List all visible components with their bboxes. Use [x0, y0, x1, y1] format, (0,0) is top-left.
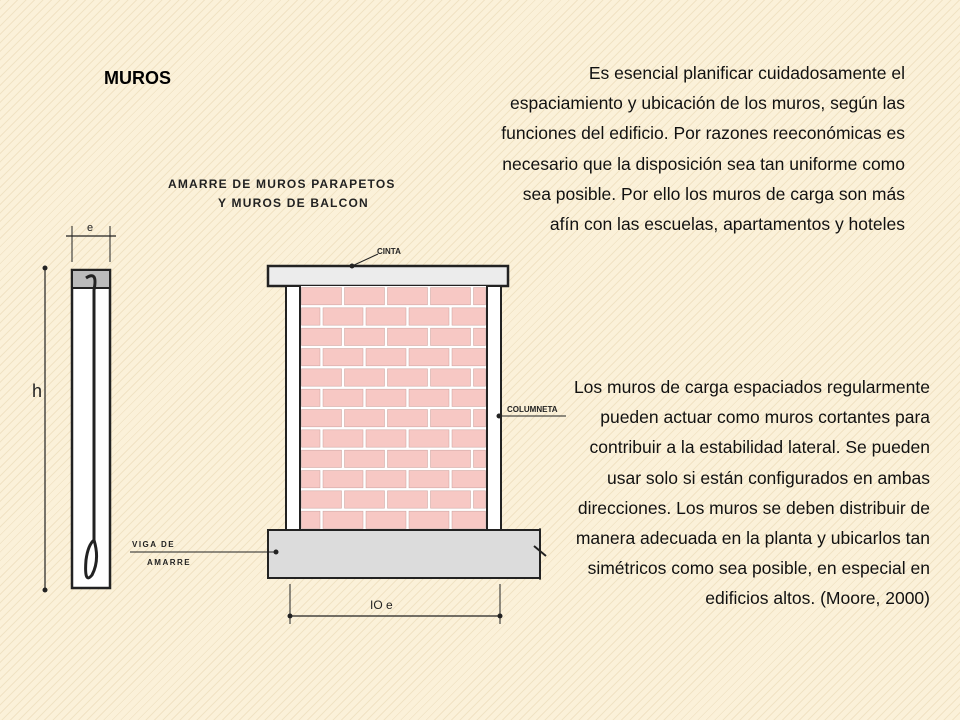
brick — [302, 328, 342, 345]
viga-label-2: AMARRE — [147, 558, 192, 567]
brick — [323, 308, 363, 325]
viga-de-amarre — [268, 530, 540, 578]
brick — [431, 328, 471, 345]
brick — [388, 288, 428, 305]
brick — [409, 349, 449, 366]
10e-dim-end-left — [288, 614, 293, 619]
brick — [452, 471, 486, 488]
h-label: h — [32, 381, 43, 401]
brick — [474, 288, 486, 305]
drawing-heading-line1: AMARRE DE MUROS PARAPETOS — [168, 177, 396, 191]
brick — [409, 389, 449, 406]
drawing-heading-line2: Y MUROS DE BALCON — [218, 196, 369, 210]
brick — [323, 511, 363, 528]
brick — [388, 328, 428, 345]
brick — [302, 389, 321, 406]
brick — [452, 389, 486, 406]
brick — [366, 349, 406, 366]
brick — [345, 288, 385, 305]
brick — [345, 328, 385, 345]
brick — [388, 491, 428, 508]
brick — [345, 369, 385, 386]
brick — [452, 511, 486, 528]
brick — [409, 471, 449, 488]
brick — [302, 471, 321, 488]
brick — [431, 410, 471, 427]
h-dim-end-top — [43, 266, 48, 271]
brick — [302, 369, 342, 386]
brick — [366, 511, 406, 528]
brick — [323, 389, 363, 406]
brick — [302, 349, 321, 366]
brick — [474, 369, 486, 386]
viga-label-1: VIGA DE — [132, 540, 176, 549]
section-outline — [72, 270, 110, 588]
brick — [452, 349, 486, 366]
brick — [366, 389, 406, 406]
e-label: e — [87, 222, 94, 234]
brick — [366, 471, 406, 488]
brick — [323, 471, 363, 488]
section-cap-fill — [73, 271, 109, 287]
brick — [474, 450, 486, 467]
brick — [452, 308, 486, 325]
brick — [452, 430, 486, 447]
brick — [409, 308, 449, 325]
brick — [345, 410, 385, 427]
cinta-label: CINTA — [377, 247, 401, 256]
cinta-leader — [352, 254, 378, 266]
10e-dim-end-right — [498, 614, 503, 619]
brick — [302, 410, 342, 427]
columneta-label: COLUMNETA — [507, 405, 558, 414]
brick — [409, 511, 449, 528]
brick — [474, 410, 486, 427]
brick — [431, 450, 471, 467]
brick — [431, 288, 471, 305]
brick — [366, 308, 406, 325]
wall-elevation — [130, 247, 566, 624]
brick — [345, 491, 385, 508]
slide-title: MUROS — [104, 68, 171, 88]
brick — [431, 369, 471, 386]
brick — [388, 410, 428, 427]
10e-label: IO e — [370, 598, 393, 612]
h-dim-end-bottom — [43, 588, 48, 593]
columneta-left — [286, 286, 300, 530]
brick — [302, 511, 321, 528]
brick — [302, 308, 321, 325]
brick — [431, 491, 471, 508]
brick — [323, 349, 363, 366]
brick — [388, 450, 428, 467]
wall-section-detail — [32, 222, 116, 593]
brick — [388, 369, 428, 386]
paragraph-shear-walls: Los muros de carga espaciados regularmente pueden actuar como muros cortantes para contribuir a la estabilidad lateral. Se pueden usar solo si están configurados en ambas direcciones. Los muros se deben distribuir de manera adecuada en la planta y ubicarlos tan simétricos como sea posible, en especial en edificios altos. (Moore, 2000) — [573, 377, 930, 609]
brick — [474, 491, 486, 508]
brick — [345, 450, 385, 467]
brick — [474, 328, 486, 345]
brick — [302, 491, 342, 508]
brick — [366, 430, 406, 447]
paragraph-planning: Es esencial planificar cuidadosamente el espaciamiento y ubicación de los muros, según las funciones del edificio. Por razones reeconómicas es necesario que la disposición sea tan uniforme como sea posible. Por ello los muros de carga son más afín con las escuelas, apartamentos y hoteles — [501, 63, 905, 235]
brick — [409, 430, 449, 447]
brick — [323, 430, 363, 447]
brick-wall — [300, 286, 487, 530]
cinta-beam — [268, 266, 508, 286]
cinta-leader-dot — [350, 264, 355, 269]
brick — [302, 450, 342, 467]
viga-leader-dot — [274, 550, 279, 555]
brick — [302, 288, 342, 305]
columneta-leader-dot — [497, 414, 502, 419]
columneta-right — [487, 286, 501, 530]
brick — [302, 430, 321, 447]
